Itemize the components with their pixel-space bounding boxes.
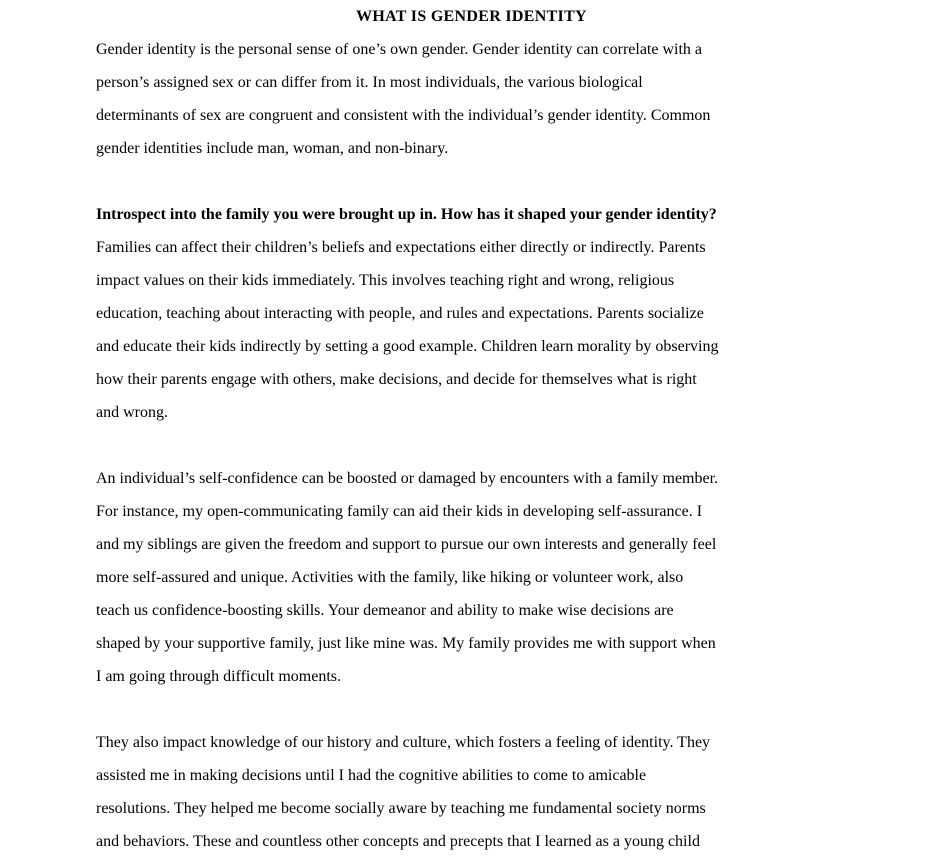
paragraph-intro bbox=[96, 33, 847, 165]
paragraph-line: and my siblings are given the freedom and support to pursue our own interests and generally feel bbox=[96, 536, 717, 553]
paragraph-line: assisted me in making decisions until I had the cognitive abilities to come to amicable bbox=[96, 767, 647, 784]
paragraph-line: impact values on their kids immediately. This involves teaching right and wrong, religious bbox=[96, 272, 675, 289]
paragraph-line: An individual’s self-confidence can be boosted or damaged by encounters with a family member. bbox=[96, 470, 719, 487]
paragraph-line: and behaviors. These and countless other concepts and precepts that I learned as a young child bbox=[96, 833, 700, 850]
essay-title: WHAT IS GENDER IDENTITY bbox=[356, 8, 587, 25]
paragraph-line: For instance, my open-communicating family can aid their kids in developing self-assurance. I bbox=[96, 503, 703, 520]
paragraph-line: Families can affect their children’s beliefs and expectations either directly or indirectly. Parents bbox=[96, 239, 706, 256]
paragraph-line: resolutions. They helped me become socially aware by teaching me fundamental society norms bbox=[96, 800, 706, 817]
paragraph-line: more self-assured and unique. Activities with the family, like hiking or volunteer work, also bbox=[96, 569, 684, 586]
paragraph-line: They also impact knowledge of our history and culture, which fosters a feeling of identity. They bbox=[96, 734, 711, 751]
paragraph-line: and wrong. bbox=[96, 404, 168, 421]
paragraph-history-culture bbox=[96, 726, 847, 858]
paragraph-line: Gender identity is the personal sense of one’s own gender. Gender identity can correlate with a bbox=[96, 41, 703, 58]
heading-line: Introspect into the family you were brought up in. How has it shaped your gender identity? bbox=[96, 206, 717, 223]
paragraph-line: I am going through difficult moments. bbox=[96, 668, 342, 685]
paragraph-line: gender identities include man, woman, and non-binary. bbox=[96, 140, 449, 157]
paragraph-line: person’s assigned sex or can differ from it. In most individuals, the various biological bbox=[96, 74, 643, 91]
paragraph-line: how their parents engage with others, make decisions, and decide for themselves what is right bbox=[96, 371, 697, 388]
paragraph-line: education, teaching about interacting with people, and rules and expectations. Parents socialize bbox=[96, 305, 704, 322]
paragraph-line: and educate their kids indirectly by setting a good example. Children learn morality by observing bbox=[96, 338, 719, 355]
paragraph-line: teach us confidence-boosting skills. Your demeanor and ability to make wise decisions are bbox=[96, 602, 674, 619]
paragraph-family-influence bbox=[96, 231, 847, 429]
paragraph-line: determinants of sex are congruent and consistent with the individual’s gender identity. Common bbox=[96, 107, 711, 124]
paragraph-line: shaped by your supportive family, just like mine was. My family provides me with support when bbox=[96, 635, 716, 652]
question-heading bbox=[96, 198, 847, 231]
paragraph-self-confidence bbox=[96, 462, 847, 693]
